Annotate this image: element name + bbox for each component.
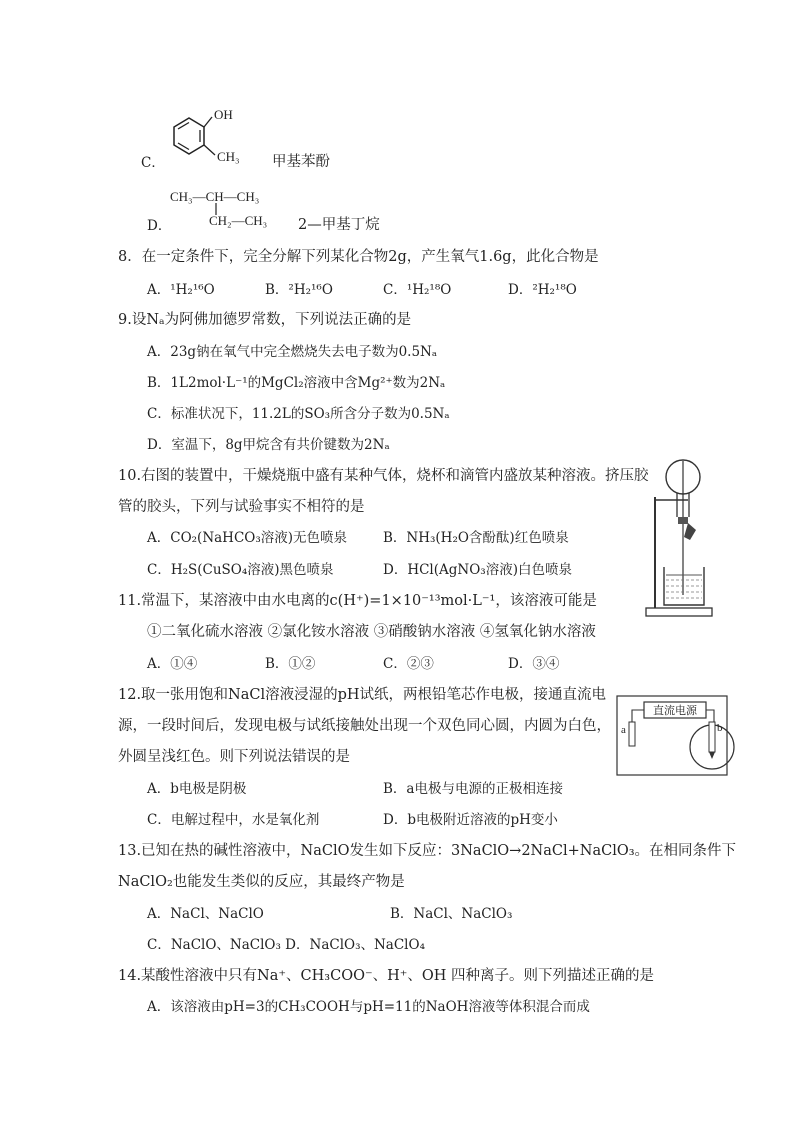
q8-option-b: B．²H₂¹⁶O bbox=[265, 282, 333, 298]
q11-option-a: A．①④ bbox=[147, 656, 198, 672]
q10-option-a: A．CO₂(NaHCO₃溶液)无色喷泉 bbox=[147, 530, 348, 546]
option-d-letter: D． bbox=[147, 218, 172, 234]
electrode-a-label: a bbox=[621, 724, 626, 736]
q13-option-b: B．NaCl、NaClO₃ bbox=[390, 906, 513, 922]
q12-option-c: C．电解过程中，水是氧化剂 bbox=[147, 812, 320, 828]
main-chain: CH₃—CH—CH₃ bbox=[170, 189, 260, 204]
q14-stem: 14.某酸性溶液中只有Na⁺、CH₃COO⁻、H⁺、OH 四种离子。则下列描述正确的是 bbox=[118, 968, 655, 984]
q10-stem-line2: 管的胶头，下列与试验事实不相符的是 bbox=[118, 499, 365, 515]
option-c-letter: C． bbox=[141, 155, 165, 171]
q9-option-d: D．室温下，8g甲烷含有共价键数为2Nₐ bbox=[147, 437, 390, 453]
q11-items: ①二氧化硫水溶液 ②氯化铵水溶液 ③硝酸钠水溶液 ④氢氧化钠水溶液 bbox=[147, 624, 596, 640]
q12-stem-line1: 12.取一张用饱和NaCl溶液浸湿的pH试纸，两根铅笔芯作电极，接通直流电 bbox=[118, 687, 607, 703]
q11-option-d: D．③④ bbox=[508, 656, 560, 672]
q9-option-c: C．标准状况下，11.2L的SO₃所含分子数为0.5Nₐ bbox=[147, 406, 450, 422]
q12-option-d: D．b电极附近溶液的pH变小 bbox=[383, 812, 558, 828]
q10-stem-line1: 10.右图的装置中，干燥烧瓶中盛有某种气体，烧杯和滴管内盛放某种溶液。挤压胶 bbox=[118, 468, 649, 484]
q12-stem-line3: 外圆呈浅红色。则下列说法错误的是 bbox=[118, 749, 350, 765]
q8-stem: 8．在一定条件下，完全分解下列某化合物2g，产生氧气1.6g，此化合物是 bbox=[118, 249, 599, 265]
fountain-apparatus-figure bbox=[640, 455, 720, 620]
o-cresol-structure bbox=[160, 105, 250, 165]
q9-stem: 9.设Nₐ为阿佛加德罗常数，下列说法正确的是 bbox=[118, 312, 412, 328]
q11-option-c: C．②③ bbox=[383, 656, 434, 672]
q9-option-a: A．23g钠在氧气中完全燃烧失去电子数为0.5Nₐ bbox=[147, 344, 438, 360]
electrode-b-label: b bbox=[717, 722, 723, 734]
q10-option-d: D．HCl(AgNO₃溶液)白色喷泉 bbox=[383, 562, 572, 578]
branch-chain: CH₂—CH₃ bbox=[209, 213, 268, 228]
power-source-label: 直流电源 bbox=[653, 705, 697, 717]
q9-option-b: B．1L2mol·L⁻¹的MgCl₂溶液中含Mg²⁺数为2Nₐ bbox=[147, 375, 446, 391]
option-d-name: 2—甲基丁烷 bbox=[298, 217, 380, 233]
methylbutane-structure bbox=[165, 186, 305, 231]
q13-option-cd: C．NaClO、NaClO₃ D．NaClO₃、NaClO₄ bbox=[147, 937, 425, 953]
q13-stem-line2: NaClO₂也能发生类似的反应，其最终产物是 bbox=[118, 874, 405, 890]
ch3-label: CH₃ bbox=[217, 149, 240, 164]
electrolysis-figure bbox=[616, 695, 730, 777]
q11-stem: 11.常温下，某溶液中由水电离的c(H⁺)=1×10⁻¹³mol·L⁻¹，该溶液可能是 bbox=[118, 593, 597, 609]
q12-option-b: B．a电极与电源的正极相连接 bbox=[383, 781, 563, 797]
q13-stem-line1: 13.已知在热的碱性溶液中，NaClO发生如下反应：3NaClO→2NaCl+NaClO₃。在相同条件下 bbox=[118, 843, 737, 859]
q10-option-b: B．NH₃(H₂O含酚酞)红色喷泉 bbox=[383, 530, 569, 546]
q13-option-a: A．NaCl、NaClO bbox=[147, 906, 264, 922]
q8-option-d: D．²H₂¹⁸O bbox=[508, 282, 577, 298]
q10-option-c: C．H₂S(CuSO₄溶液)黑色喷泉 bbox=[147, 562, 334, 578]
q12-stem-line2: 源，一段时间后，发现电极与试纸接触处出现一个双色同心圆，内圆为白色， bbox=[118, 718, 611, 734]
q12-option-a: A．b电极是阴极 bbox=[147, 781, 247, 797]
q14-option-a: A．该溶液由pH=3的CH₃COOH与pH=11的NaOH溶液等体积混合而成 bbox=[147, 999, 590, 1015]
option-c-name: 甲基苯酚 bbox=[272, 154, 330, 170]
q11-option-b: B．①② bbox=[265, 656, 316, 672]
q8-option-c: C．¹H₂¹⁸O bbox=[383, 282, 452, 298]
oh-label: OH bbox=[214, 107, 233, 122]
q8-option-a: A．¹H₂¹⁶O bbox=[147, 282, 215, 298]
